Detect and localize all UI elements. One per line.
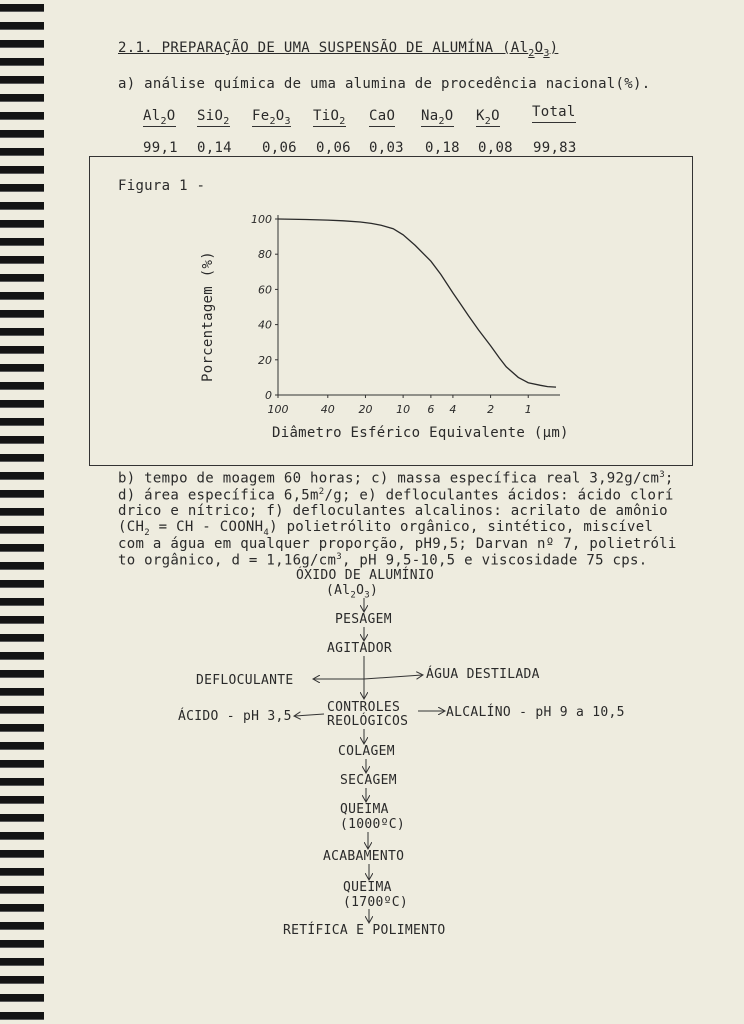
flow-step-queima-2: QUEIMA bbox=[343, 880, 392, 895]
table-cell: 99,83 bbox=[533, 140, 577, 156]
table-cell: 0,06 bbox=[262, 140, 297, 156]
chart-y-tick-label: 80 bbox=[258, 248, 272, 262]
chart-x-tick-label: 20 bbox=[358, 403, 373, 416]
section-formula-sub1: 2 bbox=[528, 47, 535, 59]
item-a-text: a) análise química de uma alumina de procedência nacional(%). bbox=[118, 76, 651, 92]
table-cell: 99,1 bbox=[143, 140, 178, 156]
figure-label: Figura 1 - bbox=[118, 178, 206, 194]
flow-step-retifica: RETÍFICA E POLIMENTO bbox=[283, 923, 446, 938]
flow-arrow bbox=[364, 675, 422, 679]
flow-step-agitador: AGITADOR bbox=[327, 641, 393, 656]
flow-step-colagem: COLAGEM bbox=[338, 744, 395, 759]
paragraph-line: drico e nítrico; f) defloculantes alcalinos: acrilato de amônio bbox=[118, 503, 668, 519]
chart-x-tick-label: 6 bbox=[427, 403, 435, 416]
table-header: Total bbox=[532, 104, 576, 120]
table-cell: 0,18 bbox=[425, 140, 460, 156]
flow-step-acabamento: ACABAMENTO bbox=[323, 849, 405, 864]
section-title: 2.1. PREPARAÇÃO DE UMA SUSPENSÃO DE ALUMÍNA (Al bbox=[118, 40, 529, 56]
flow-step-oxide: ÓXIDO DE ALUMÍNIO bbox=[296, 568, 435, 583]
flow-branch-alcalino: ALCALÍNO - pH 9 a 10,5 bbox=[446, 705, 625, 720]
flow-step-queima-1-temp: (1000ºC) bbox=[340, 817, 406, 832]
flow-step-queima-2-temp: (1700ºC) bbox=[343, 895, 409, 910]
flow-step-pesagem: PESAGEM bbox=[335, 612, 392, 627]
section-formula-mid: O bbox=[534, 40, 544, 56]
flow-step-controles: CONTROLES bbox=[327, 700, 401, 715]
flow-step-formula: $(Al_2O_3)$ bbox=[326, 583, 379, 601]
table-header: $Na_2O$ bbox=[421, 108, 454, 127]
paragraph-line: com a água em qualquer proporção, pH9,5; Darvan nº 7, polietróli bbox=[118, 536, 677, 552]
paragraph-line: d) área específica $6,5m^2/g$; e) defloculantes ácidos: ácido clorí bbox=[118, 487, 674, 504]
section-formula-close: ) bbox=[549, 40, 559, 56]
chart-x-tick-label: 10 bbox=[396, 403, 411, 416]
table-cell: 0,14 bbox=[197, 140, 232, 156]
table-header: SiO$_2$ bbox=[197, 108, 230, 127]
chart-y-tick-label: 60 bbox=[258, 283, 272, 297]
chart-y-tick-label: 0 bbox=[265, 389, 272, 402]
flow-input-agua: ÁGUA DESTILADA bbox=[426, 667, 540, 682]
table-cell: 0,08 bbox=[478, 140, 513, 156]
paragraph-line: b) tempo de moagem 60 horas; c) massa específica real $3,92g/cm^3$; bbox=[118, 470, 674, 487]
flow-arrow bbox=[295, 714, 324, 716]
table-header: $Al_2O$ bbox=[143, 108, 176, 127]
paragraph-line: ($CH_2$ = CH - $COONH_4$) polietrólito orgânico, sintético, miscível bbox=[118, 519, 654, 538]
chart-x-tick-label: 4 bbox=[449, 403, 457, 416]
chart-y-axis-label: Porcentagem (%) bbox=[200, 251, 216, 382]
section-formula-sub2: 3 bbox=[543, 47, 550, 59]
paragraph-line: to orgânico, $d = 1,16g/cm^3$, pH 9,5-10,5 e viscosidade 75 cps. bbox=[118, 552, 648, 569]
chart-x-tick-label: 40 bbox=[320, 403, 335, 416]
table-header: TiO$_2$ bbox=[313, 108, 346, 127]
flow-input-defloculante: DEFLOCULANTE bbox=[196, 673, 294, 688]
chart-x-tick-label: 100 bbox=[267, 403, 289, 416]
table-cell: 0,06 bbox=[316, 140, 351, 156]
flow-step-reologicos: REOLÓGICOS bbox=[327, 714, 409, 729]
table-cell: 0,03 bbox=[369, 140, 404, 156]
table-header: $K_2O$ bbox=[476, 108, 500, 127]
chart-x-tick-label: 1 bbox=[524, 403, 532, 416]
chart-y-tick-label: 20 bbox=[258, 353, 272, 367]
table-header: CaO bbox=[369, 108, 395, 124]
table-header: $Fe_2O_3$ bbox=[252, 108, 291, 127]
flow-step-queima-1: QUEIMA bbox=[340, 802, 389, 817]
flow-branch-acido: ÁCIDO - pH 3,5 bbox=[178, 709, 292, 724]
flow-step-secagem: SECAGEM bbox=[340, 773, 397, 788]
chart-y-tick-label: 100 bbox=[251, 213, 272, 226]
chart-x-tick-label: 2 bbox=[487, 403, 495, 416]
chart-y-tick-label: 40 bbox=[258, 318, 272, 332]
chart-x-axis-label: Diâmetro Esférico Equivalente (μm) bbox=[272, 425, 569, 441]
